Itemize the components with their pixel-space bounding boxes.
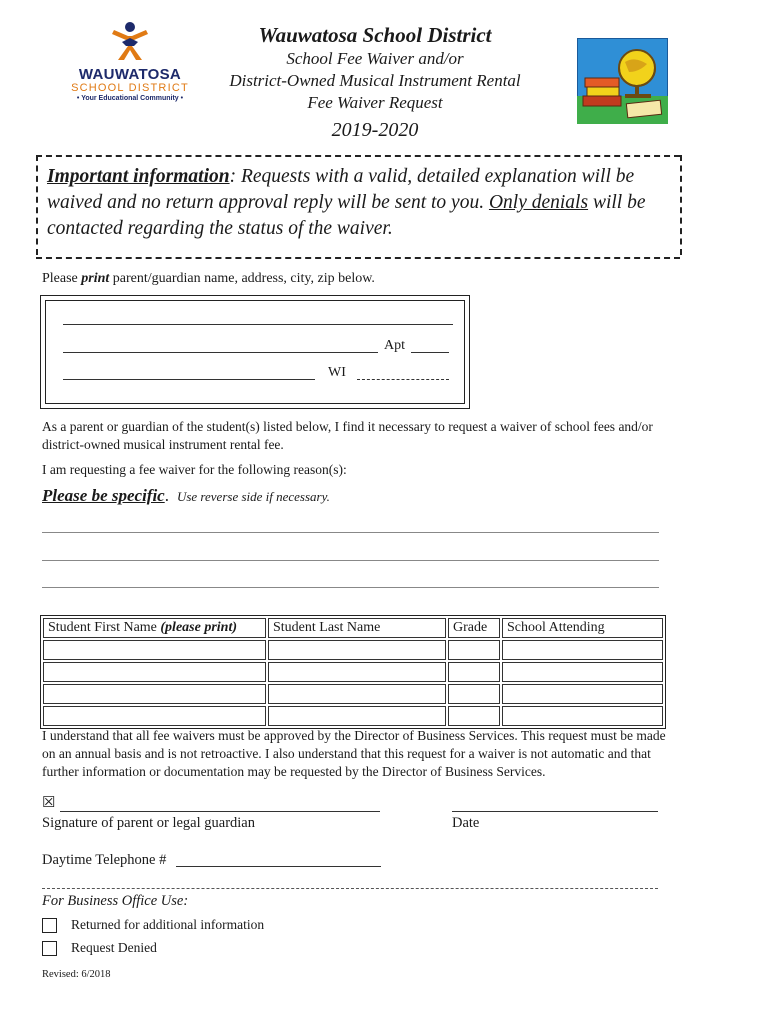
logo-subtitle: SCHOOL DISTRICT bbox=[71, 82, 189, 94]
address-prompt-post: parent/guardian name, address, city, zip below. bbox=[109, 271, 375, 286]
date-field[interactable] bbox=[452, 811, 658, 812]
logo-tagline: • Your Educational Community • bbox=[76, 95, 184, 102]
logo-figure-icon bbox=[108, 20, 152, 64]
denied-checkbox[interactable] bbox=[42, 941, 57, 956]
reverse-side-note: Use reverse side if necessary. bbox=[176, 489, 330, 504]
first-name-cell[interactable] bbox=[43, 640, 266, 660]
school-cell[interactable] bbox=[502, 684, 663, 704]
reason-line-1[interactable] bbox=[42, 532, 659, 533]
city-field[interactable] bbox=[63, 379, 315, 380]
important-heading: Important information bbox=[47, 166, 230, 187]
first-name-cell[interactable] bbox=[43, 662, 266, 682]
phone-field[interactable] bbox=[176, 866, 381, 867]
district-title: Wauwatosa School District bbox=[258, 23, 492, 47]
request-paragraph: As a parent or guardian of the student(s) listed below, I find it necessary to request a waiver of school fees and/or district-owned musical instrument rental fee. bbox=[42, 419, 653, 452]
school-cell[interactable] bbox=[502, 662, 663, 682]
agreement-paragraph: I understand that all fee waivers must be approved by the Director of Business Services. This request must be made on an annual basis and is not retroactive. I also understand that this request for a waiver is not automatic and that further information or documentation may be requested by the Director of Business Services. bbox=[42, 728, 666, 779]
address-prompt bbox=[42, 270, 375, 288]
important-text-a: : Requests with a valid, detailed explanation will be waived and no return approval reply will be sent to you. bbox=[47, 166, 635, 213]
office-divider bbox=[42, 888, 658, 889]
important-underlined: Only denials bbox=[488, 192, 589, 213]
last-name-cell[interactable] bbox=[268, 662, 446, 682]
signature-mark-icon: ☒ bbox=[42, 795, 56, 811]
first-name-cell[interactable] bbox=[43, 684, 266, 704]
reason-line-3[interactable] bbox=[42, 587, 659, 588]
revised-date: Revised: 6/2018 bbox=[42, 969, 111, 980]
last-name-cell[interactable] bbox=[268, 640, 446, 660]
reasons-label: I am requesting a fee waiver for the following reason(s): bbox=[42, 462, 347, 477]
reason-line-2[interactable] bbox=[42, 560, 659, 561]
col-school: School Attending bbox=[502, 618, 663, 638]
col-first-name bbox=[43, 618, 266, 638]
date-label: Date bbox=[452, 815, 480, 831]
col-first-name-label: Student First Name bbox=[48, 620, 161, 635]
denied-label: Request Denied bbox=[71, 940, 157, 956]
form-header bbox=[200, 22, 550, 144]
phone-label: Daytime Telephone # bbox=[42, 852, 167, 868]
col-grade: Grade bbox=[448, 618, 500, 638]
office-heading: For Business Office Use: bbox=[42, 893, 189, 909]
form-title-line-2: District-Owned Musical Instrument Rental bbox=[229, 71, 521, 90]
specific-instruction bbox=[42, 486, 330, 506]
last-name-cell[interactable] bbox=[268, 684, 446, 704]
table-row bbox=[43, 684, 663, 704]
returned-checkbox[interactable] bbox=[42, 918, 57, 933]
grade-cell[interactable] bbox=[448, 706, 500, 726]
form-title-line-1: School Fee Waiver and/or bbox=[286, 49, 464, 68]
col-last-name: Student Last Name bbox=[268, 618, 446, 638]
school-cell[interactable] bbox=[502, 706, 663, 726]
grade-cell[interactable] bbox=[448, 684, 500, 704]
zip-field[interactable] bbox=[357, 379, 449, 380]
state-label: WI bbox=[328, 365, 346, 380]
specific-period: . bbox=[164, 486, 169, 505]
district-logo bbox=[60, 20, 200, 115]
grade-cell[interactable] bbox=[448, 662, 500, 682]
table-row bbox=[43, 640, 663, 660]
globe-books-icon bbox=[577, 38, 668, 124]
table-header-row bbox=[43, 618, 663, 638]
important-info-text bbox=[47, 164, 672, 242]
street-address-field[interactable] bbox=[63, 352, 378, 353]
apt-field[interactable] bbox=[411, 352, 449, 353]
logo-name: WAUWATOSA bbox=[78, 66, 182, 83]
office-option-returned bbox=[42, 916, 264, 934]
important-text-b: will be contacted regarding the status of the waiver. bbox=[47, 192, 646, 239]
student-table bbox=[40, 615, 666, 729]
signature-label: Signature of parent or legal guardian bbox=[42, 815, 255, 831]
please-be-specific: Please be specific bbox=[42, 486, 165, 505]
school-year: 2019-2020 bbox=[331, 119, 419, 141]
apt-label: Apt bbox=[384, 338, 405, 353]
first-name-cell[interactable] bbox=[43, 706, 266, 726]
signature-field[interactable] bbox=[60, 811, 380, 812]
grade-cell[interactable] bbox=[448, 640, 500, 660]
office-option-denied bbox=[42, 939, 157, 957]
address-prompt-emphasis: print bbox=[81, 271, 110, 286]
name-field[interactable] bbox=[63, 324, 453, 325]
table-row bbox=[43, 662, 663, 682]
col-first-name-note: (please print) bbox=[160, 620, 237, 635]
last-name-cell[interactable] bbox=[268, 706, 446, 726]
form-title-line-3: Fee Waiver Request bbox=[307, 93, 443, 112]
returned-label: Returned for additional information bbox=[71, 917, 265, 933]
school-cell[interactable] bbox=[502, 640, 663, 660]
important-box-left-border bbox=[36, 155, 38, 255]
address-prompt-pre: Please bbox=[42, 271, 82, 286]
table-row bbox=[43, 706, 663, 726]
important-box-right-border bbox=[680, 155, 682, 255]
